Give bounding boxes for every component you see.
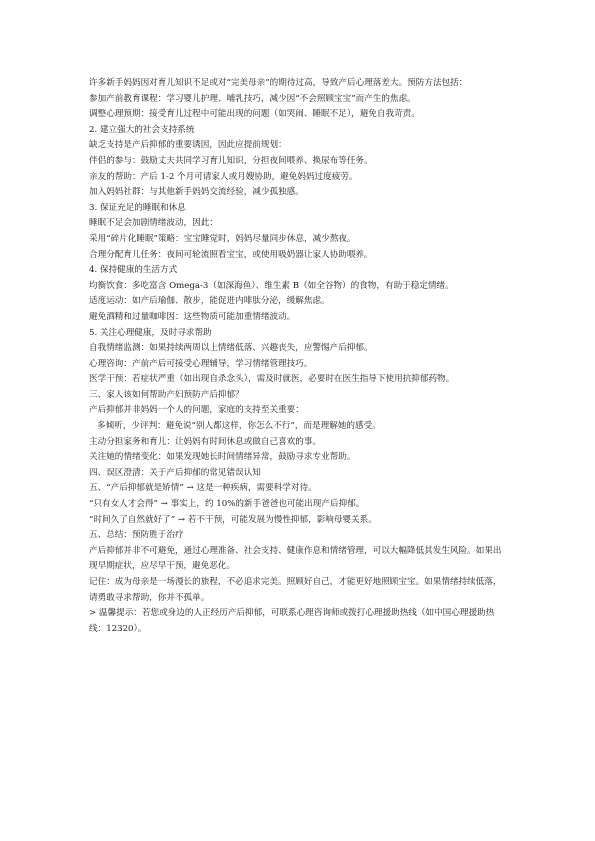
paragraph-intro: 许多新手妈妈因对育儿知识不足或对“完美母亲”的期待过高，导致产后心理落差大。预防方法包括： (89, 78, 468, 88)
paragraph-listen: 多倾听，少评判：避免说“别人都这样，你怎么不行”，而是理解她的感受。 (97, 421, 381, 432)
paragraph-sleep-intro: 睡眠不足会加剧情绪波动，因此： (89, 218, 218, 229)
paragraph-community: 加入妈妈社群：与其他新手妈妈交流经验，减少孤独感。 (89, 187, 304, 198)
paragraph-alcohol: 避免酒精和过量咖啡因：这些物质可能加重情绪波动。 (89, 311, 296, 322)
document-page (89, 76, 507, 637)
paragraph-summary: 产后抑郁并非不可避免，通过心理准备、社会支持、健康作息和情绪管理，可以大幅降低其发生风险。如果出现早期症状，应尽早干预，避免恶化。 (89, 545, 502, 572)
paragraph-partner: 伴侣的参与：鼓励丈夫共同学习育儿知识，分担夜间喂养、换尿布等任务。 (89, 155, 373, 166)
section-prefix: 五、 (89, 483, 107, 494)
paragraph-support-intro: 缺乏支持是产后抑郁的重要诱因，因此应提前规划： (89, 140, 287, 151)
myth-1-text: “产后抑郁就是矫情” → 这是一种疾病，需要科学对待。 (106, 483, 317, 494)
paragraph-fragment-sleep: 采用“碎片化睡眠”策略：宝宝睡觉时，妈妈尽量同步休息，减少熬夜。 (89, 233, 356, 244)
paragraph-exercise: 适度运动：如产后瑜伽、散步，能促进内啡肽分泌，缓解焦虑。 (89, 296, 330, 307)
paragraph-prenatal-class: 参加产前教育课程：学习婴儿护理、哺乳技巧，减少因“不会照顾宝宝”而产生的焦虑。 (89, 93, 416, 104)
paragraph-counseling: 心理咨询：产前产后可接受心理辅导，学习情绪管理技巧。 (89, 358, 313, 369)
paragraph-myth-3: “时间久了自然就好了” → 若不干预，可能发展为慢性抑郁，影响母婴关系。 (89, 514, 377, 525)
paragraph-share-chores: 主动分担家务和育儿：让妈妈有时间休息或做自己喜欢的事。 (89, 436, 322, 447)
paragraph-tip: > 温馨提示：若您或身边的人正经历产后抑郁，可联系心理咨询师或拨打心理援助热线（如中国心理援助热线：12320）。 (89, 608, 495, 634)
heading-sleep: 3. 保证充足的睡眠和休息 (89, 202, 186, 213)
paragraph-task-split: 合理分配育儿任务：夜间可轮流照看宝宝，或使用吸奶器让家人协助喂养。 (89, 249, 373, 260)
paragraph-diet: 均衡饮食：多吃富含 Omega-3（如深海鱼）、维生素 B（如全谷物）的食物，有助于稳定情绪。 (89, 280, 454, 291)
paragraph-self-monitor: 自我情绪监测：如果持续两周以上情绪低落、兴趣丧失，应警惕产后抑郁。 (89, 343, 373, 354)
heading-summary: 五、总结：预防胜于治疗 (89, 530, 184, 541)
heading-social-support: 2. 建立强大的社会支持系统 (89, 124, 195, 135)
paragraph-myth-2: “只有女人才会得” → 事实上，约 10%的新手爸爸也可能出现产后抑郁。 (89, 499, 365, 510)
paragraph-watch-mood: 关注她的情绪变化：如果发现她长时间情绪异常，鼓励寻求专业帮助。 (89, 452, 356, 463)
heading-family-help: 三、家人该如何帮助产妇预防产后抑郁？ (89, 389, 244, 400)
paragraph-myth-1 (89, 481, 507, 497)
paragraph-relatives: 亲友的帮助：产后 1-2 个月可请家人或月嫂协助，避免妈妈过度疲劳。 (89, 171, 358, 182)
paragraph-medical: 医学干预：若症状严重（如出现自杀念头），需及时就医，必要时在医生指导下使用抗抑郁药物。 (89, 374, 455, 385)
heading-mental-health: 5. 关注心理健康，及时寻求帮助 (89, 327, 212, 338)
paragraph-remember: 记住：成为母亲是一场漫长的旅程，不必追求完美。照顾好自己，才能更好地照顾宝宝。如果情绪持续低落，请勇敢寻求帮助，你并不孤单。 (89, 577, 502, 603)
paragraph-expectations: 调整心理预期：接受育儿过程中可能出现的问题（如哭闹、睡眠不足），避免自我苛责。 (89, 109, 420, 120)
heading-myths: 四、误区澄清：关于产后抑郁的常见错误认知 (89, 467, 261, 478)
paragraph-family-intro: 产后抑郁并非妈妈一个人的问题，家庭的支持至关重要： (89, 405, 304, 416)
heading-lifestyle: 4. 保持健康的生活方式 (89, 265, 178, 276)
